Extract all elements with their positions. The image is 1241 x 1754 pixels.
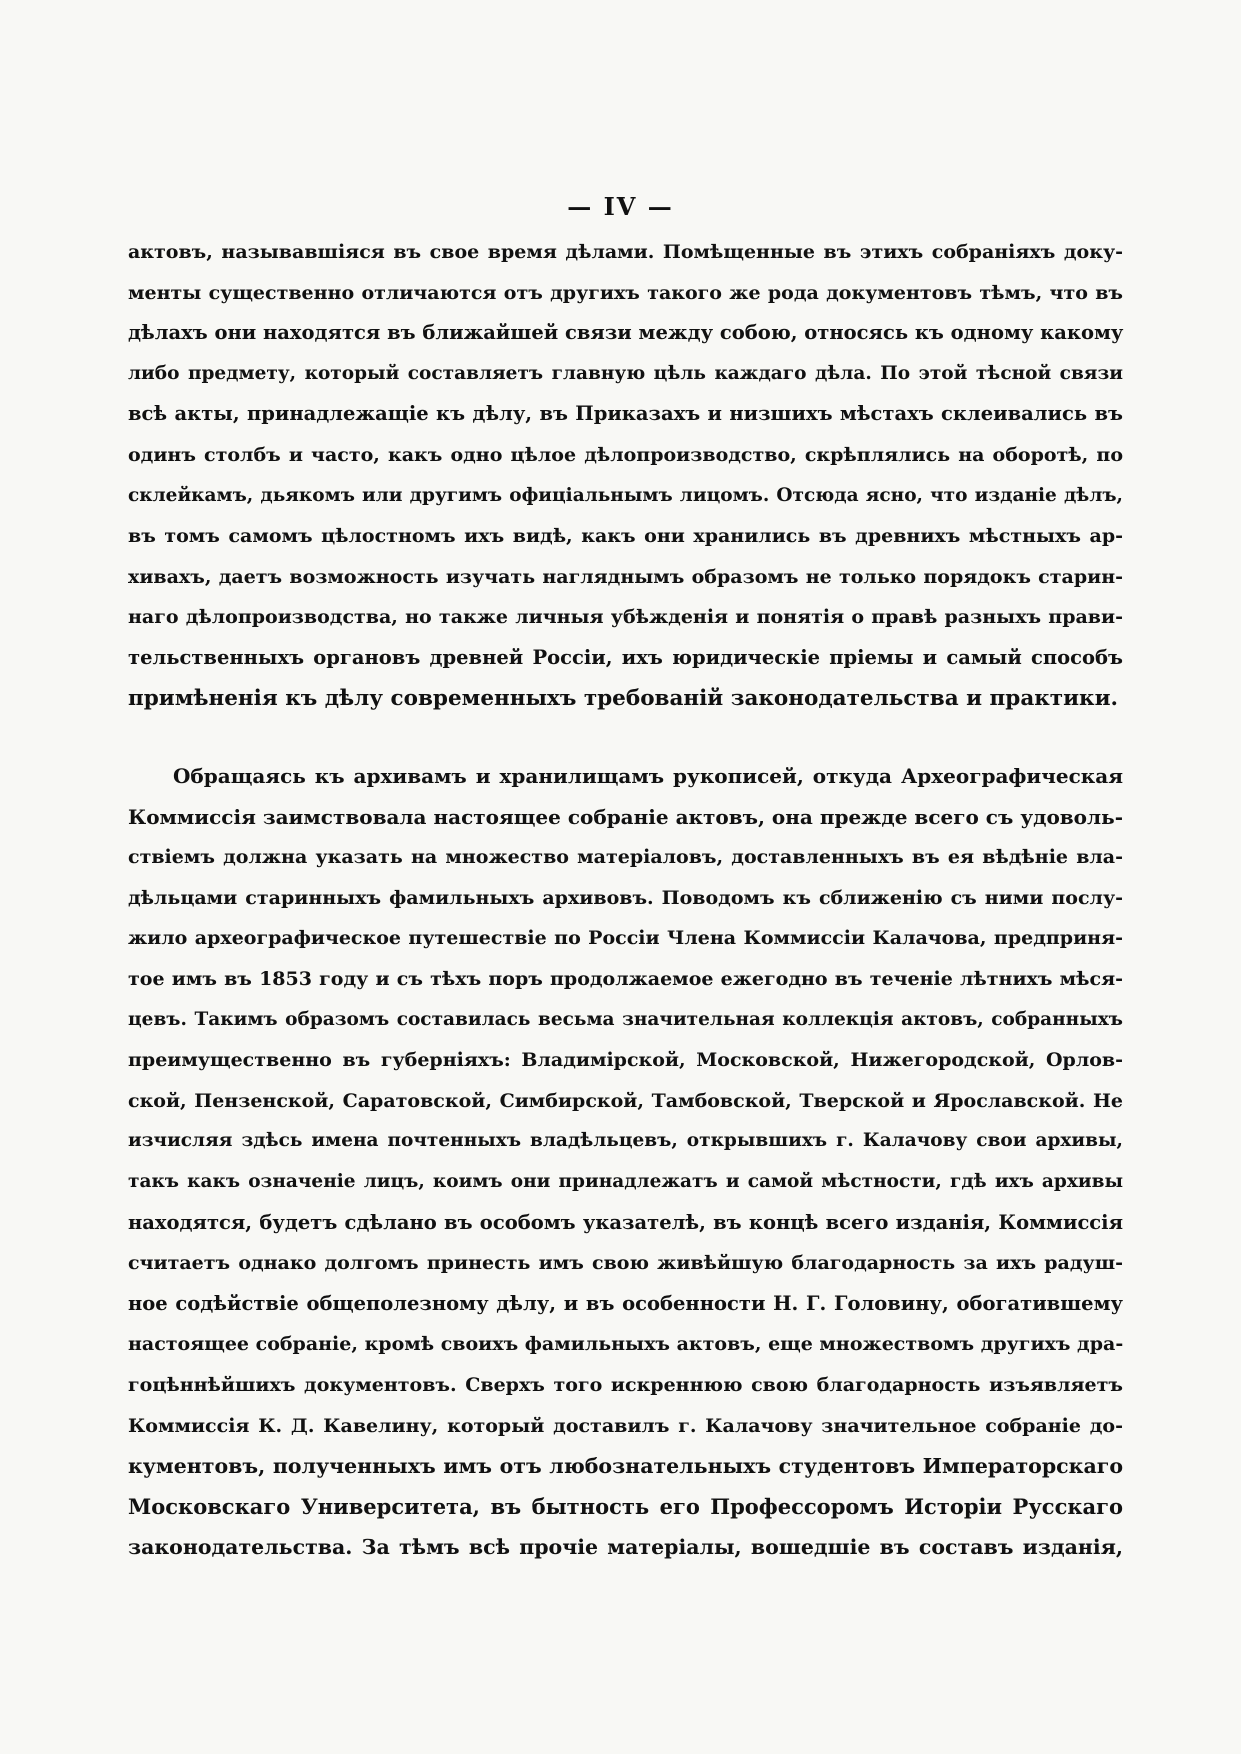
text-line: Коммиссія заимствовала настоящее собраніе актовъ, она прежде всего съ удоволь- [128, 804, 1123, 829]
text-line: дѣльцами старинныхъ фамильныхъ архивовъ. Поводомъ къ сближенію съ ними послу- [128, 886, 1123, 909]
text-line: такъ какъ означеніе лицъ, коимъ они принадлежатъ и самой мѣстности, гдѣ ихъ архивы [128, 1170, 1123, 1192]
text-line: одинъ столбъ и часто, какъ одно цѣлое дѣлопроизводство, скрѣплялись на оборотѣ, по [128, 443, 1123, 466]
text-line: кументовъ, полученныхъ имъ отъ любознательныхъ студентовъ Императорскаго [128, 1454, 1123, 1479]
text-line: всѣ акты, принадлежащіе къ дѣлу, въ Приказахъ и низшихъ мѣстахъ склеивались въ [128, 402, 1123, 426]
text-line: менты существенно отличаются отъ другихъ такого же рода документовъ тѣмъ, что въ [128, 281, 1123, 304]
text-line: Коммиссія К. Д. Кавелину, который доставилъ г. Калачову значительное собраніе до- [128, 1414, 1123, 1437]
text-line: настоящее собраніе, кромѣ своихъ фамильныхъ актовъ, еще множествомъ другихъ дра- [128, 1333, 1124, 1356]
text-line: дѣлахъ они находятся въ ближайшей связи между собою, относясь къ одному какому [128, 321, 1124, 345]
text-line: тельственныхъ органовъ древней Россіи, ихъ юридическіе пріемы и самый способъ [128, 645, 1123, 669]
text-line: въ томъ самомъ цѣлостномъ ихъ видѣ, какъ они хранились въ древнихъ мѣстныхъ ар- [128, 525, 1123, 548]
text-line: гоцѣннѣйшихъ документовъ. Сверхъ того искреннюю свою благодарность изъявляетъ [128, 1373, 1123, 1396]
page-number: — IV — [567, 192, 674, 221]
text-line: считаетъ однако долгомъ принесть имъ свою живѣйшую благодарность за ихъ радуш- [128, 1252, 1123, 1275]
text-line: актовъ, называвшіяся въ свое время дѣлами. Помѣщенные въ этихъ собраніяхъ доку- [128, 241, 1123, 263]
text-line: жило археографическое путешествіе по Россіи Члена Коммиссіи Калачова, предприня- [128, 927, 1123, 950]
text-line: ное содѣйствіе общеполезному дѣлу, и въ особенности Н. Г. Головину, обогатившему [128, 1291, 1123, 1315]
text-line: либо предмету, который составляетъ главную цѣль каждаго дѣла. По этой тѣсной связи [128, 362, 1123, 384]
text-line: преимущественно въ губерніяхъ: Владимірской, Московской, Нижегородской, Орлов- [128, 1049, 1123, 1072]
text-line: цевъ. Такимъ образомъ составилась весьма значительная коллекція актовъ, собранныхъ [128, 1008, 1123, 1030]
paragraph-1 [128, 232, 1123, 719]
text-line: изчисляя здѣсь имена почтенныхъ владѣльцевъ, открывшихъ г. Калачову свои архивы, [128, 1130, 1123, 1152]
text-line: ской, Пензенской, Саратовской, Симбирской, Тамбовской, Тверской и Ярославской. Не [128, 1089, 1123, 1112]
text-line: тое имъ въ 1853 году и съ тѣхъ поръ продолжаемое ежегодно въ теченіе лѣтнихъ мѣся- [128, 967, 1123, 990]
text-line: наго дѣлопроизводства, но также личныя убѣжденія и понятія о правѣ разныхъ прави- [128, 606, 1123, 629]
text-line: склейкамъ, дьякомъ или другимъ офиціальнымъ лицомъ. Отсюда ясно, что изданіе дѣлъ, [128, 484, 1123, 506]
text-line: Московскаго Университета, въ бытность его Профессоромъ Исторіи Русскаго [128, 1493, 1123, 1519]
text-line: законодательства. За тѣмъ всѣ прочіе матеріалы, вошедшіе въ составъ изданія, [128, 1535, 1123, 1560]
text-line: ствіемъ должна указать на множество матеріаловъ, доставленныхъ въ ея вѣдѣніе вла- [128, 846, 1123, 869]
text-line: Обращаясь къ архивамъ и хранилищамъ рукописей, откуда Археографическая [173, 764, 1123, 788]
text-line: примѣненія къ дѣлу современныхъ требованій законодательства и практики. [128, 685, 1118, 711]
paragraph-2 [128, 756, 1123, 1568]
text-line: находятся, будетъ сдѣлано въ особомъ указателѣ, въ концѣ всего изданія, Коммиссія [128, 1210, 1123, 1234]
text-line: хивахъ, даетъ возможность изучать нагляднымъ образомъ не только порядокъ старин- [128, 565, 1123, 588]
